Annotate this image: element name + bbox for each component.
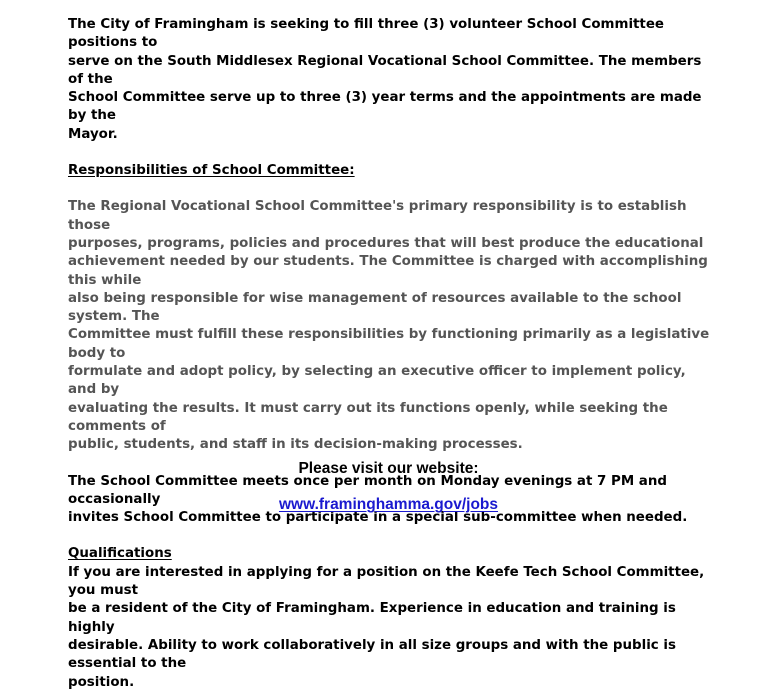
- responsibilities-line: achievement needed by our students. The Committee is charged with accomplishing this while: [68, 254, 708, 288]
- visit-website-text: Please visit our website:: [298, 460, 479, 477]
- responsibilities-line: The Regional Vocational School Committee's primary responsibility is to establish those: [68, 199, 687, 233]
- jobs-website-link[interactable]: www.framinghamma.gov/jobs: [278, 496, 499, 513]
- qualifications-line: be a resident of the City of Framingham. Experience in education and training is highly: [68, 601, 676, 635]
- qualifications-line: desirable. Ability to work collaboratively in all size groups and with the public is essential to the: [68, 637, 676, 672]
- responsibilities-paragraph: [68, 198, 718, 454]
- responsibilities-line: evaluating the results. It must carry out its functions openly, while seeking the comments of: [68, 400, 668, 434]
- responsibilities-line: Committee must fulfill these responsibilities by functioning primarily as a legislative body to: [68, 327, 710, 361]
- meetings-line: The School Committee meets once per month on Monday evenings at 7 PM and occasionally: [68, 473, 667, 507]
- responsibilities-line: purposes, programs, policies and procedures that will best produce the educational: [68, 235, 704, 251]
- qualifications-line: position.: [68, 674, 135, 690]
- intro-paragraph: [68, 16, 718, 144]
- responsibilities-line: also being responsible for wise management of resources available to the school system. The: [68, 290, 682, 325]
- meetings-line: invites School Committee to participate in a special sub-committee when needed.: [68, 510, 688, 526]
- qualifications-heading: Qualifications: [68, 546, 172, 562]
- document-body: [68, 16, 718, 692]
- responsibilities-heading: Responsibilities of School Committee:: [68, 163, 355, 179]
- intro-line: School Committee serve up to three (3) year terms and the appointments are made by the: [68, 90, 702, 124]
- qualifications-line: If you are interested in applying for a position on the Keefe Tech School Committee, you must: [68, 564, 705, 599]
- intro-line: The City of Framingham is seeking to fill three (3) volunteer School Committee positions to: [68, 17, 664, 51]
- intro-line: serve on the South Middlesex Regional Vocational School Committee. The members of the: [68, 53, 702, 87]
- responsibilities-line: public, students, and staff in its decision-making processes.: [68, 437, 523, 453]
- intro-line: Mayor.: [68, 126, 118, 142]
- responsibilities-line: formulate and adopt policy, by selecting an executive officer to implement policy, and by: [68, 364, 686, 398]
- qualifications-paragraph: [68, 564, 718, 692]
